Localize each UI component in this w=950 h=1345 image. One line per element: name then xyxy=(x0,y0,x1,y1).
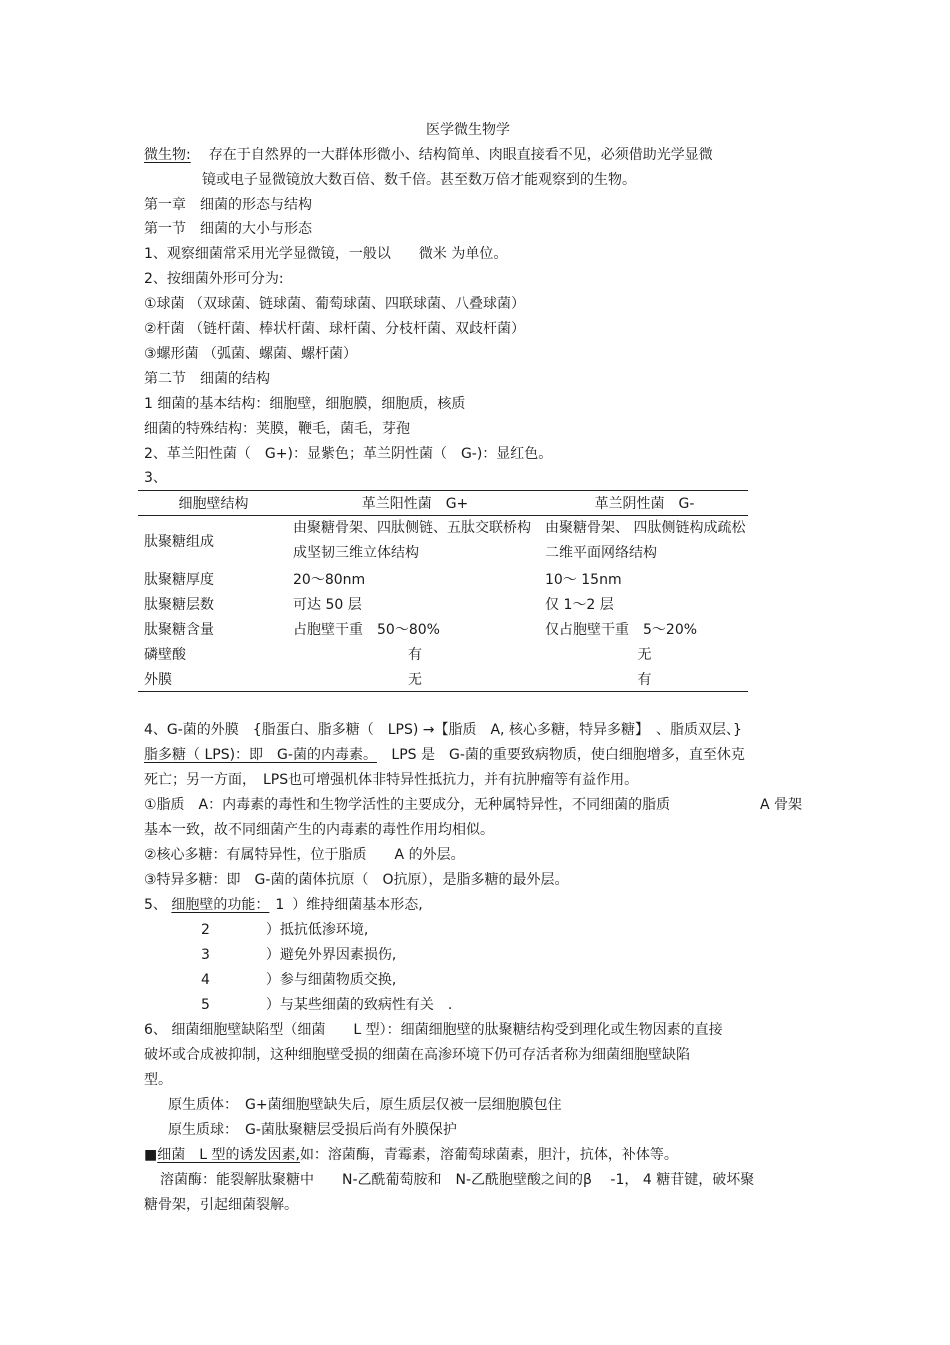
lipid-a-line-2: 基本一致，故不同细菌产生的内毒素的毒性作用均相似。 xyxy=(144,822,494,838)
text-item-1: 1、观察细菌常采用光学显微镜，一般以 微米 为单位。 xyxy=(144,246,508,262)
inducers-list: 如：溶菌酶，青霉素，溶葡萄球菌素，胆汁，抗体，补体等。 xyxy=(299,1147,678,1163)
row-label: 外膜 xyxy=(138,666,289,692)
gram-positive-cell: 占胞壁干重 50～80% xyxy=(293,621,440,638)
lps-definition: 脂多糖（ LPS)：即 G-菌的内毒素。 xyxy=(144,747,377,763)
lysozyme-line-2: 糖骨架，引起细菌裂解。 xyxy=(144,1197,298,1213)
gram-negative-cell: 有 xyxy=(541,666,748,692)
specific-polysaccharide: ③特异多糖：即 G-菌的菌体抗原（ O抗原），是脂多糖的最外层。 xyxy=(144,872,569,888)
inducers-line xyxy=(144,1146,678,1164)
protoplast: 原生质体： G+菌细胞壁缺失后，原生质层仅被一层细胞膜包住 xyxy=(168,1097,562,1113)
basic-structure: 1 细菌的基本结构：细胞壁，细胞膜，细胞质，核质 xyxy=(144,396,466,412)
section-heading-2: 第二节 细菌的结构 xyxy=(144,371,270,387)
gram-negative-cell: 仅 1～2 层 xyxy=(545,596,614,613)
chapter-heading: 第一章 细菌的形态与结构 xyxy=(144,197,312,213)
l-form-line-1: 6、 细菌细胞壁缺陷型（细菌 L 型）：细菌细胞壁的肽聚糖结构受到理化或生物因素的直接 xyxy=(144,1022,723,1038)
table-row xyxy=(138,516,748,567)
table-row xyxy=(138,641,748,666)
lipid-a-line-1: ①脂质 A：内毒素的毒性和生物学活性的主要成分，无种属特异性，不同细菌的脂质 xyxy=(144,797,671,813)
l-form-line-3: 型。 xyxy=(144,1072,172,1088)
definition-text: 存在于自然界的一大群体形微小、结构简单、肉眼直接看不见，必须借助光学显微 xyxy=(208,147,713,163)
table-row xyxy=(138,616,748,641)
function-item xyxy=(201,971,396,989)
function-num: 2 xyxy=(201,922,210,938)
cell-wall-table xyxy=(138,490,748,692)
lipid-a-line-1-end: A 骨架 xyxy=(760,797,803,813)
spheroplast: 原生质球： G-菌肽聚糖层受损后尚有外膜保护 xyxy=(168,1122,457,1138)
shape-spiral: ③螺形菌 （弧菌、螺菌、螺杆菌） xyxy=(144,346,358,362)
gram-negative-cell: 仅占胞壁干重 5～20% xyxy=(545,621,698,638)
function-text: ）维持细菌基本形态, xyxy=(292,897,423,913)
function-text: ）参与细菌物质交换, xyxy=(265,972,397,988)
gram-positive-cell: 由聚糖骨架、四肽侧链、五肽交联桥构成坚韧三维立体结构 xyxy=(293,520,531,561)
table-header-row xyxy=(138,491,748,516)
functions-heading xyxy=(144,896,423,914)
page-title: 医学微生物学 xyxy=(426,122,510,138)
gram-negative-cell: 无 xyxy=(637,646,652,663)
core-polysaccharide: ②核心多糖：有属特异性，位于脂质 A 的外层。 xyxy=(144,847,465,863)
row-label: 肽聚糖组成 xyxy=(144,534,214,550)
section-heading-1: 第一节 细菌的大小与形态 xyxy=(144,221,312,237)
gram-positive-cell: 20～80nm xyxy=(293,571,366,588)
lps-description: LPS 是 G-菌的重要致病物质，使白细胞增多，直至休克 xyxy=(391,747,745,763)
outer-membrane-item: 4、G-菌的外膜 {脂蛋白、脂多糖（ LPS) →【脂质 A, 核心多糖，特异多糖】 、脂质双层、} xyxy=(144,722,742,738)
text-item-2: 2、按细菌外形可分为: xyxy=(144,271,284,287)
function-text: ）避免外界因素损伤, xyxy=(265,947,397,963)
function-item xyxy=(201,946,396,964)
definition-line-2: 镜或电子显微镜放大数百倍、数千倍。甚至数万倍才能观察到的生物。 xyxy=(202,172,636,188)
function-item xyxy=(201,921,368,939)
function-text: ）与某些细菌的致病性有关 . xyxy=(265,997,453,1013)
functions-title: 细胞壁的功能： xyxy=(171,897,270,913)
lps-line-2: 死亡；另一方面， LPS也可增强机体非特异性抵抗力，并有抗肿瘤等有益作用。 xyxy=(144,772,639,788)
lps-line-1 xyxy=(144,746,745,764)
definition-line-1 xyxy=(144,146,713,164)
lysozyme-line-1: 溶菌酶：能裂解肽聚糖中 N-乙酰葡萄胺和 N-乙酰胞壁酸之间的β -1， 4 糖苷键，破坏聚 xyxy=(160,1172,755,1188)
gram-positive-cell: 无 xyxy=(289,666,541,692)
row-label: 肽聚糖含量 xyxy=(144,621,214,638)
gram-stain: 2、革兰阳性菌（ G+)：显紫色；革兰阴性菌（ G-)：显红色。 xyxy=(144,446,553,462)
gram-positive-cell: 可达 50 层 xyxy=(293,596,362,613)
shape-bacillus: ②杆菌 （链杆菌、棒状杆菌、球杆菌、分枝杆菌、双歧杆菌） xyxy=(144,321,525,337)
function-num: 1 xyxy=(275,897,285,913)
table-header: 革兰阳性菌 G+ xyxy=(289,491,541,516)
text-item-3: 3、 xyxy=(144,470,167,486)
table-header: 细胞壁结构 xyxy=(138,491,289,516)
inducers-title: 细菌 L 型的诱发因素, xyxy=(157,1147,300,1163)
row-label: 肽聚糖厚度 xyxy=(144,571,214,588)
function-num: 4 xyxy=(201,972,210,988)
table-row xyxy=(138,566,748,591)
definition-term: 微生物: xyxy=(144,147,191,163)
function-num: 5 xyxy=(201,997,210,1013)
gram-negative-cell: 10～ 15nm xyxy=(545,571,622,588)
table-row xyxy=(138,591,748,616)
shape-coccus: ①球菌 （双球菌、链球菌、葡萄球菌、四联球菌、八叠球菌） xyxy=(144,296,525,312)
gram-positive-cell: 有 xyxy=(408,646,422,663)
l-form-line-2: 破坏或合成被抑制，这种细胞壁受损的细菌在高渗环境下仍可存活者称为细菌细胞壁缺陷 xyxy=(144,1047,690,1063)
table-header: 革兰阴性菌 G- xyxy=(541,491,748,516)
row-label: 磷壁酸 xyxy=(144,646,186,663)
table-row xyxy=(138,666,748,692)
function-num: 3 xyxy=(201,947,210,963)
bullet-square-icon: ■ xyxy=(144,1147,158,1163)
row-label: 肽聚糖层数 xyxy=(144,596,214,613)
functions-lead: 5、 xyxy=(144,897,167,913)
gram-negative-cell: 由聚糖骨架、 四肽侧链构成疏松二维平面网络结构 xyxy=(545,520,746,561)
function-item xyxy=(201,996,452,1014)
special-structure: 细菌的特殊结构：荚膜，鞭毛，菌毛，芽孢 xyxy=(144,421,410,437)
function-text: ）抵抗低渗环境, xyxy=(265,922,369,938)
